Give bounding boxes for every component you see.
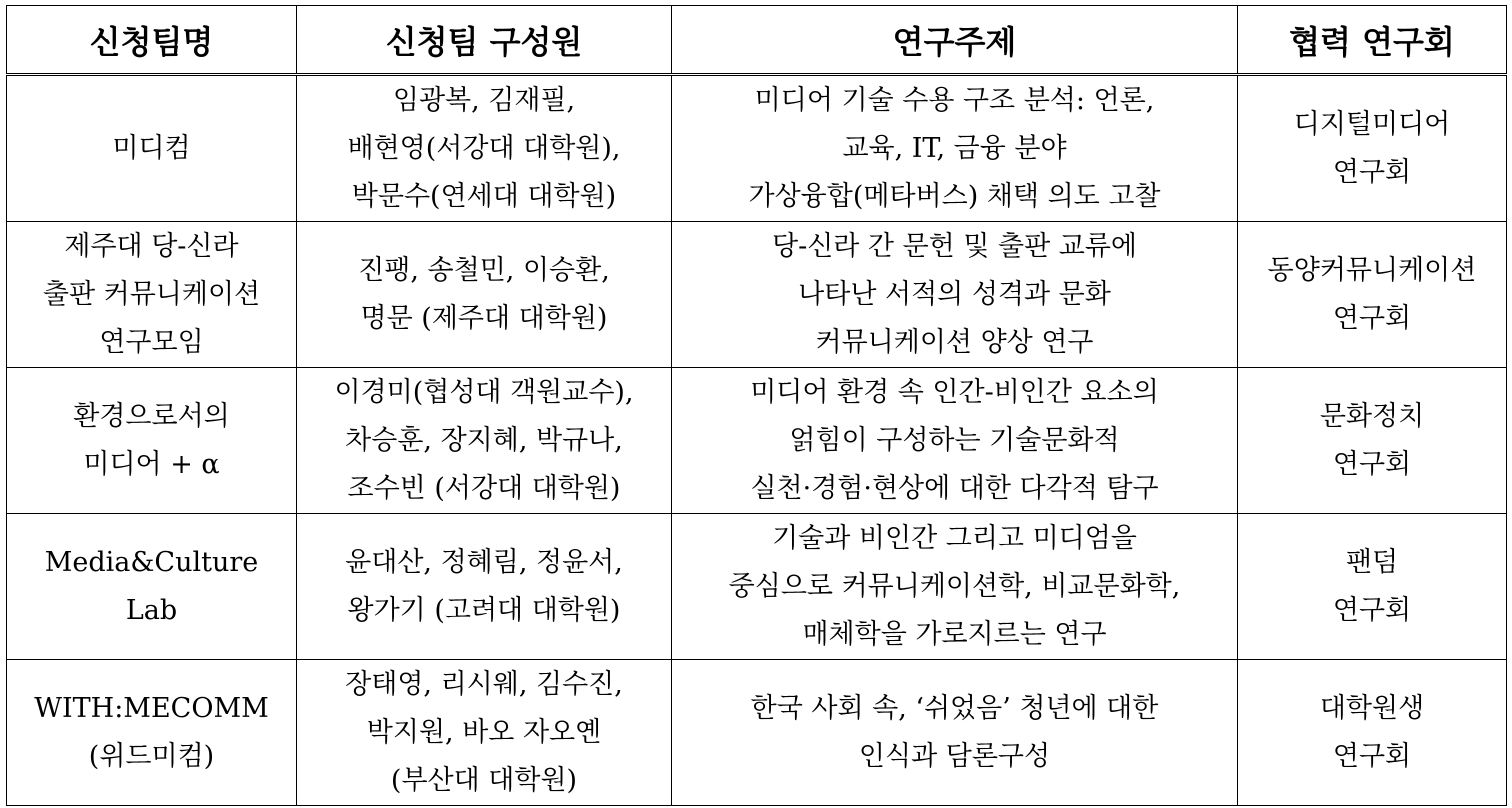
cell-text-line: 실천·경험·현상에 대한 다각적 탐구: [750, 472, 1159, 504]
cell-text-line: 연구회: [1332, 302, 1412, 334]
cell-text-line: 왕가기 (고려대 대학원): [347, 594, 621, 626]
cell-text-line: 얽힘이 구성하는 기술문화적: [789, 424, 1120, 456]
cell-text-line: 명문 (제주대 대학원): [360, 302, 608, 334]
cell-text-line: 미디어 + α: [83, 448, 220, 480]
cell-text-line: 미디어 환경 속 인간-비인간 요소의: [750, 376, 1159, 408]
cell-text-line: 중심으로 커뮤니케이션학, 비교문화학,: [728, 570, 1181, 602]
cell-text-line: 동양커뮤니케이션: [1267, 254, 1477, 286]
cell-text-line: 연구모임: [99, 326, 204, 358]
team-name-cell: [7, 514, 297, 660]
cell-text-line: Lab: [125, 594, 178, 626]
team-members-cell: [297, 75, 672, 222]
cell-text-line: 연구회: [1332, 156, 1412, 188]
team-members-cell: [297, 368, 672, 514]
table-body: [7, 75, 1507, 806]
header-team-name: 신청팀명: [7, 6, 297, 75]
cell-text-line: 커뮤니케이션 양상 연구: [815, 326, 1094, 358]
cell-text-line: 한국 사회 속, ‘쉬었음’ 청년에 대한: [750, 692, 1159, 724]
header-research-topic: 연구주제: [672, 6, 1238, 75]
partner-society-cell: [1238, 222, 1507, 368]
cell-text-line: 디지털미디어: [1293, 108, 1451, 140]
research-topic-cell: [672, 660, 1238, 806]
research-topic-cell: [672, 368, 1238, 514]
partner-society-cell: [1238, 368, 1507, 514]
table-row: [7, 222, 1507, 368]
cell-text-line: 차승훈, 장지혜, 박규나,: [345, 424, 623, 456]
cell-text-line: 가상융합(메타버스) 채택 의도 고찰: [748, 180, 1161, 212]
cell-text-line: 인식과 담론구성: [858, 740, 1051, 772]
research-topic-cell: [672, 222, 1238, 368]
cell-text-line: (부산대 대학원): [390, 764, 578, 796]
partner-society-cell: [1238, 75, 1507, 222]
partner-society-cell: [1238, 660, 1507, 806]
team-name-cell: [7, 222, 297, 368]
research-team-table: [6, 5, 1507, 806]
research-topic-cell: [672, 75, 1238, 222]
cell-text-line: 진팽, 송철민, 이승환,: [358, 254, 610, 286]
cell-text-line: 당-신라 간 문헌 및 출판 교류에: [771, 230, 1138, 262]
cell-text-line: 기술과 비인간 그리고 미디엄을: [772, 522, 1137, 554]
table-row: [7, 368, 1507, 514]
cell-text-line: 이경미(협성대 객원교수),: [334, 376, 634, 408]
team-name-cell: [7, 368, 297, 514]
cell-text-line: 팬덤: [1345, 546, 1399, 578]
table-row: [7, 514, 1507, 660]
cell-text-line: 출판 커뮤니케이션: [42, 278, 261, 310]
team-members-cell: [297, 222, 672, 368]
team-name-cell: [7, 75, 297, 222]
header-partner-society: 협력 연구회: [1238, 6, 1507, 75]
cell-text-line: 매체학을 가로지르는 연구: [802, 618, 1107, 650]
cell-text-line: 대학원생: [1319, 692, 1425, 724]
cell-text-line: 윤대산, 정혜림, 정윤서,: [345, 546, 623, 578]
cell-text-line: 배현영(서강대 대학원),: [347, 132, 621, 164]
cell-text-line: 교육, IT, 금융 분야: [842, 132, 1067, 164]
cell-text-line: 제주대 당-신라: [64, 230, 239, 262]
cell-text-line: (위드미컴): [88, 740, 215, 772]
table-row: [7, 660, 1507, 806]
cell-text-line: 장태영, 리시웨, 김수진,: [345, 668, 623, 700]
cell-text-line: 연구회: [1332, 448, 1412, 480]
cell-text-line: 조수빈 (서강대 대학원): [347, 472, 621, 504]
cell-text-line: 박문수(연세대 대학원): [351, 180, 617, 212]
table-row: [7, 75, 1507, 222]
cell-text-line: 박지원, 바오 자오옌: [366, 716, 602, 748]
header-row: [7, 6, 1507, 75]
cell-text-line: 환경으로서의: [73, 400, 230, 432]
cell-text-line: 문화정치: [1319, 400, 1425, 432]
cell-text-line: 미디어 기술 수용 구조 분석: 언론,: [754, 84, 1155, 116]
header-team-members: 신청팀 구성원: [297, 6, 672, 75]
cell-text-line: 미디컴: [112, 132, 191, 164]
team-members-cell: [297, 660, 672, 806]
cell-text-line: 연구회: [1332, 740, 1412, 772]
cell-text-line: 연구회: [1332, 594, 1412, 626]
cell-text-line: 나타난 서적의 성격과 문화: [798, 278, 1111, 310]
team-members-cell: [297, 514, 672, 660]
team-name-cell: [7, 660, 297, 806]
partner-society-cell: [1238, 514, 1507, 660]
cell-text-line: WITH:MECOMM: [34, 692, 269, 724]
cell-text-line: Media&Culture: [44, 546, 259, 578]
cell-text-line: 임광복, 김재필,: [392, 84, 576, 116]
research-topic-cell: [672, 514, 1238, 660]
